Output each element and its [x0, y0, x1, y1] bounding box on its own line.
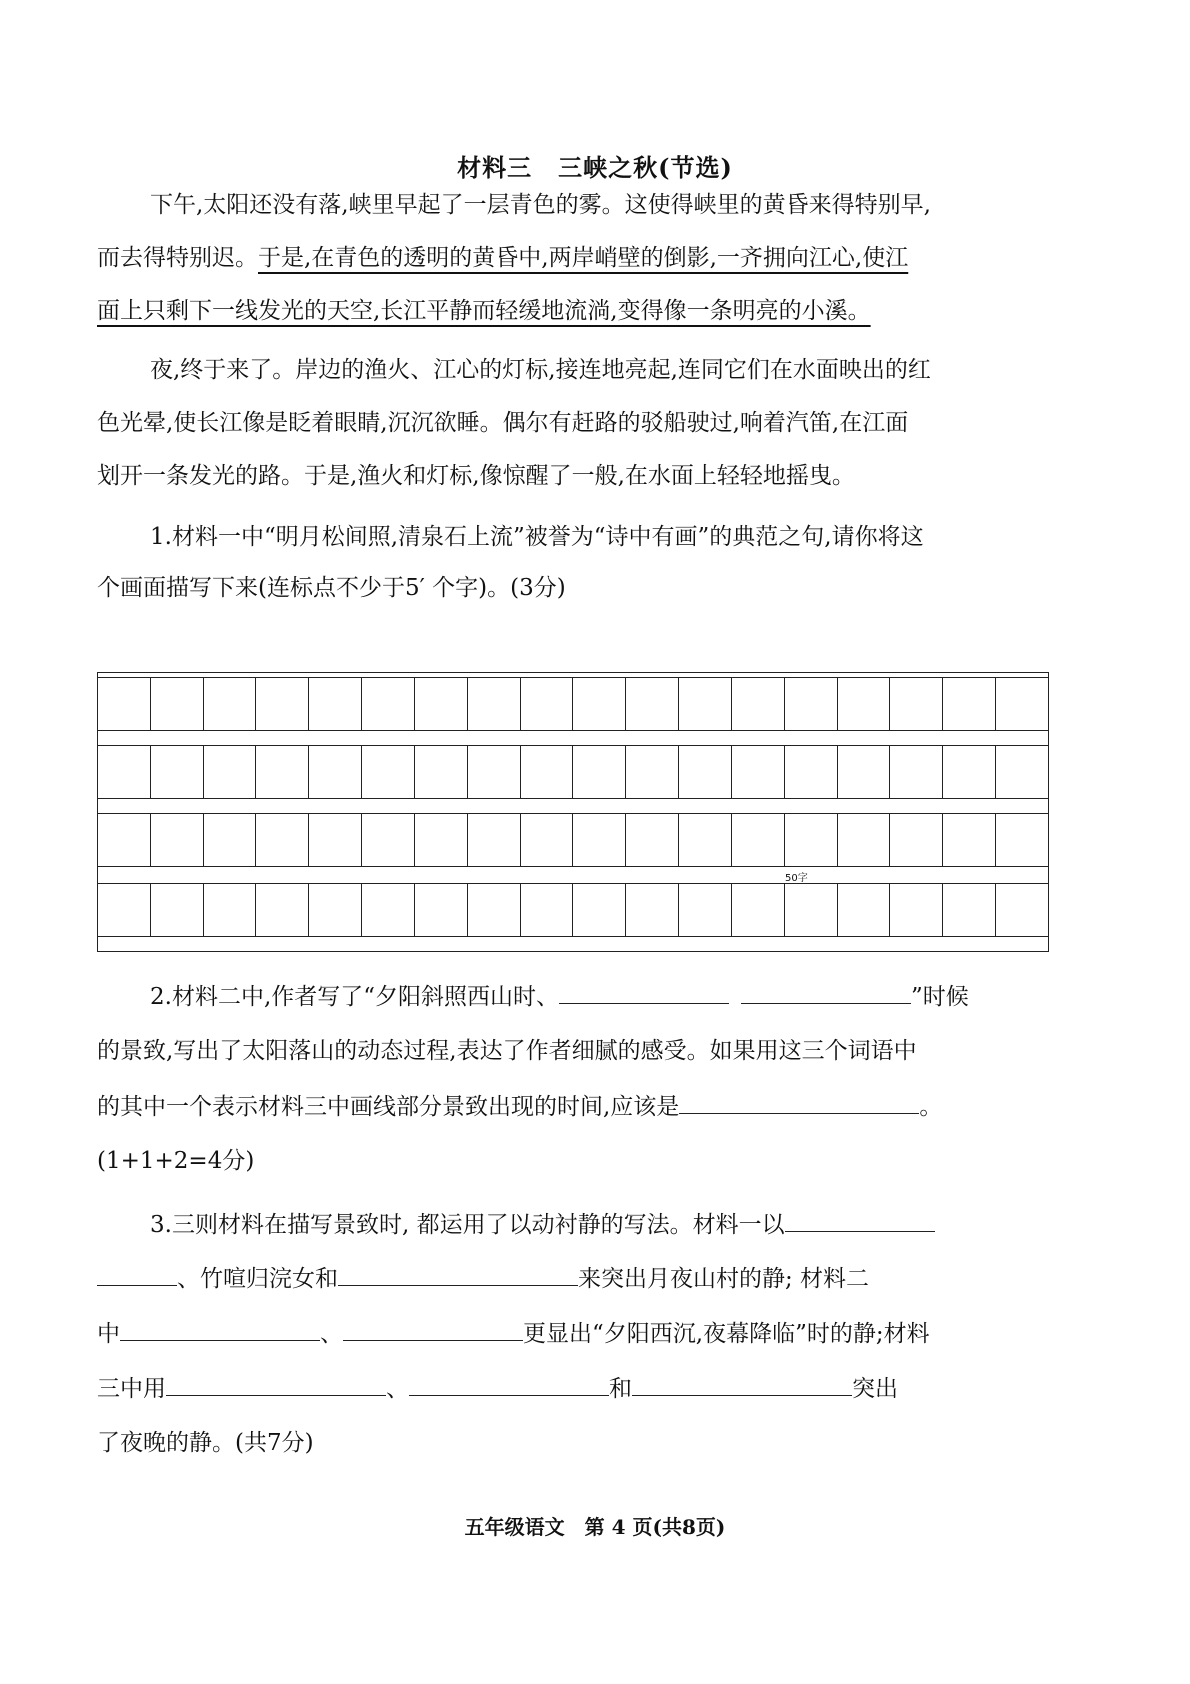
material-label: 材料三	[457, 153, 533, 182]
q2-text-d: 。	[919, 1094, 943, 1120]
q2-line4: (1+1+2=4分)	[97, 1148, 255, 1174]
q3-text-g: 三中用	[97, 1376, 166, 1402]
passage-underlined-a: 于是,在青色的透明的黄昏中,两岸峭壁的倒影,一齐拥向江心,使江	[258, 245, 909, 271]
q3-text-b: 、竹喧归浣女和	[177, 1266, 338, 1292]
q3-blank-2[interactable]	[338, 1263, 578, 1286]
q2-blank-1[interactable]	[559, 981, 729, 1004]
q3-blank-6[interactable]	[409, 1373, 609, 1396]
q3-text-d: 中	[97, 1321, 120, 1347]
grid-row-1	[98, 677, 1048, 731]
passage-underlined-b: 面上只剩下一线发光的天空,长江平静而轻缓地流淌,变得像一条明亮的小溪。	[97, 298, 871, 324]
q3-blank-3[interactable]	[120, 1318, 320, 1341]
q2-line3	[97, 1091, 1097, 1122]
q3-text-e: 、	[320, 1321, 343, 1347]
q3-line1	[150, 1209, 1100, 1240]
q2-text-a: 2.材料二中,作者写了“夕阳斜照西山时、	[150, 984, 560, 1010]
q3-line4	[97, 1373, 1097, 1404]
q3-blank-1-cont[interactable]	[97, 1263, 177, 1286]
page-footer: 五年级语文 第 4 页(共8页)	[464, 1515, 726, 1539]
grid-50-char-mark: 50字	[785, 873, 808, 884]
q3-line2	[97, 1263, 1097, 1294]
q2-text-c: 的其中一个表示材料三中画线部分景致出现的时间,应该是	[97, 1094, 680, 1120]
passage-p2-line2: 色光晕,使长江像是眨着眼睛,沉沉欲睡。偶尔有赶路的驳船驶过,响着汽笛,在江面	[97, 410, 909, 436]
q3-line3	[97, 1318, 1097, 1349]
grid-row-4	[98, 883, 1048, 937]
q3-text-h: 、	[386, 1376, 409, 1402]
passage-p2-line1: 夜,终于来了。岸边的渔火、江心的灯标,接连地亮起,连同它们在水面映出的红	[150, 357, 931, 383]
q2-line2: 的景致,写出了太阳落山的动态过程,表达了作者细腻的感受。如果用这三个词语中	[97, 1038, 917, 1064]
q1-line2: 个画面描写下来(连标点不少于5′ 个字)。(3分)	[97, 575, 566, 601]
q2-blank-2[interactable]	[741, 981, 911, 1004]
q3-blank-7[interactable]	[632, 1373, 852, 1396]
material-name: 三峡之秋(节选)	[558, 153, 733, 182]
answer-grid[interactable]	[97, 672, 1049, 952]
q3-text-j: 突出	[852, 1376, 898, 1402]
material-title	[0, 148, 1190, 183]
q3-text-a: 3.三则材料在描写景致时, 都运用了以动衬静的写法。材料一以	[150, 1212, 785, 1238]
grid-row-3	[98, 813, 1048, 867]
passage-p1-line3	[97, 296, 1097, 326]
q2-line1	[150, 981, 1100, 1012]
q3-text-i: 和	[609, 1376, 632, 1402]
q3-blank-5[interactable]	[166, 1373, 386, 1396]
passage-p1-line2	[97, 243, 1097, 273]
q2-text-b: ”时候	[911, 984, 969, 1010]
passage-p1-line1: 下午,太阳还没有落,峡里早起了一层青色的雾。这使得峡里的黄昏来得特别早,	[150, 192, 931, 218]
grid-row-2	[98, 745, 1048, 799]
q3-line5: 了夜晚的静。(共7分)	[97, 1430, 314, 1456]
q3-text-c: 来突出月夜山村的静; 材料二	[578, 1266, 870, 1292]
q3-blank-4[interactable]	[343, 1318, 523, 1341]
passage-p1-line2-plain: 而去得特别迟。	[97, 245, 258, 271]
passage-p2-line3: 划开一条发光的路。于是,渔火和灯标,像惊醒了一般,在水面上轻轻地摇曳。	[97, 463, 855, 489]
q3-blank-1[interactable]	[785, 1209, 935, 1232]
q1-line1: 1.材料一中“明月松间照,清泉石上流”被誉为“诗中有画”的典范之句,请你将这	[150, 524, 924, 550]
q2-blank-3[interactable]	[679, 1091, 919, 1114]
q3-text-f: 更显出“夕阳西沉,夜幕降临”时的静;材料	[523, 1321, 930, 1347]
